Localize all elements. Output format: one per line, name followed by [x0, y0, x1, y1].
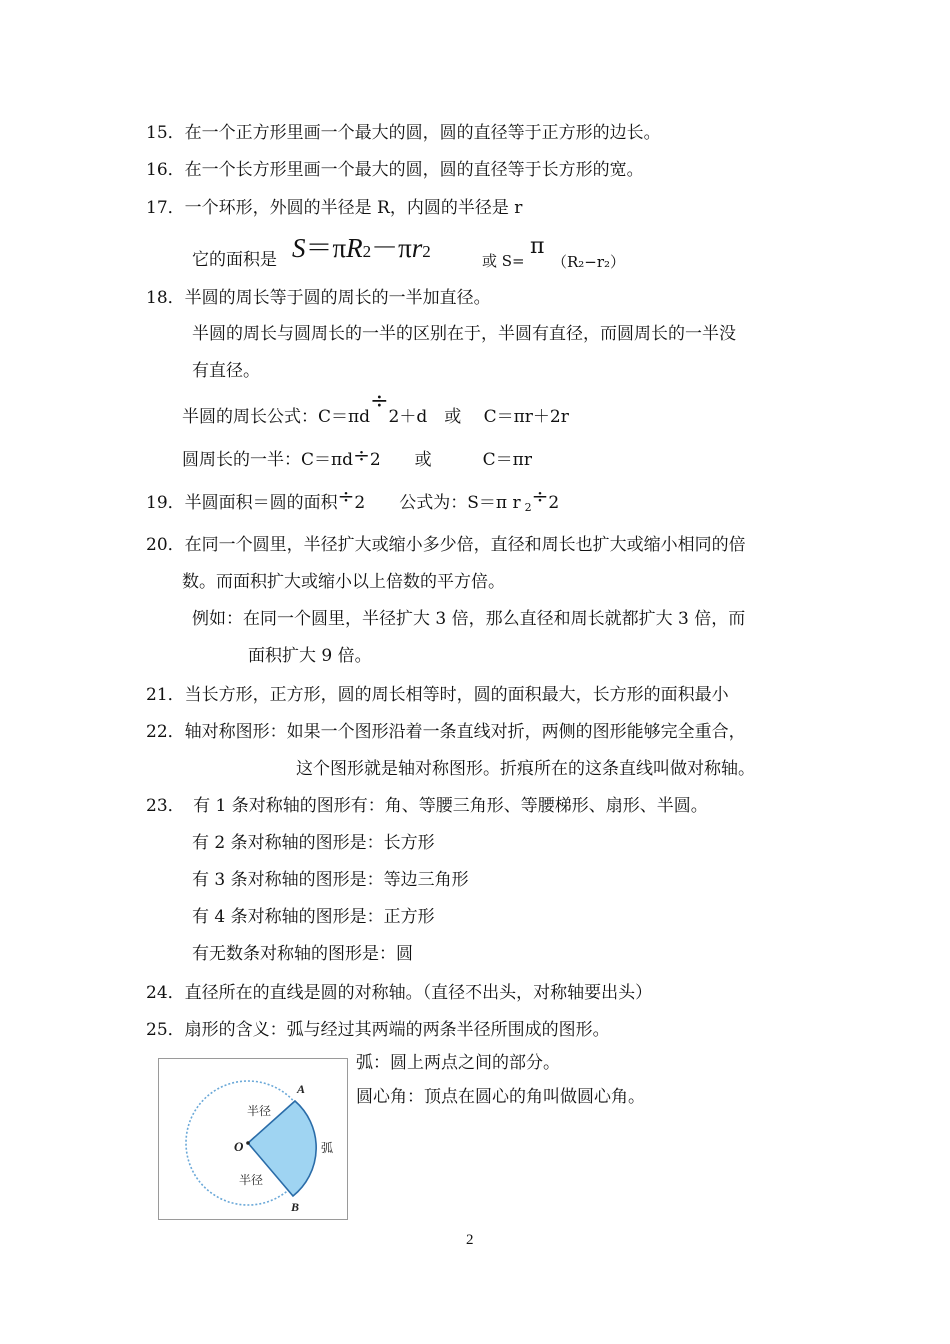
semicircle-area-mid: 2 公式为：S＝π r: [354, 493, 521, 513]
item-25-arc-def: 弧：圆上两点之间的部分。: [356, 1053, 560, 1073]
item-18-b: 有直径。: [192, 361, 260, 381]
semicircle-area-left: 19．半圆面积＝圆的面积: [146, 493, 338, 513]
formula-R-exp: 2: [362, 242, 372, 261]
semicircle-perimeter-left: 半圆的周长公式：C＝πd: [182, 407, 371, 427]
item-17-or: 或 S=: [482, 252, 525, 270]
center-point: [246, 1141, 250, 1145]
formula-R: R: [346, 233, 363, 263]
item-20-c: 例如：在同一个圆里，半径扩大 3 倍，那么直径和周长就都扩大 3 倍，而: [192, 609, 746, 629]
half-circumference-left: 圆周长的一半：C＝πd: [182, 450, 354, 470]
item-17-prefix: 它的面积是: [192, 250, 277, 270]
item-23-a: 23． 有 1 条对称轴的图形有：角、等腰三角形、等腰梯形、扇形、半圆。: [146, 796, 708, 816]
item-21: 21．当长方形，正方形，圆的周长相等时，圆的面积最大，长方形的面积最小: [146, 685, 729, 705]
label-radius-top: 半径: [247, 1104, 272, 1118]
item-20-b: 数。而面积扩大或缩小以上倍数的平方倍。: [182, 572, 505, 592]
item-23-e: 有无数条对称轴的图形是：圆: [192, 944, 413, 964]
semicircle-area-end: 2: [548, 493, 560, 513]
item-25-central-angle-def: 圆心角：顶点在圆心的角叫做圆心角。: [356, 1087, 645, 1107]
subscript-2: 2: [524, 501, 532, 514]
item-18-c: [182, 389, 569, 428]
divide-sign: ÷: [353, 443, 370, 467]
formula-S: S: [292, 233, 306, 263]
label-arc: 弧: [321, 1141, 334, 1155]
item-17-pi: π: [530, 234, 545, 259]
formula-minus-pi: －π: [371, 233, 412, 263]
item-17: 17．一个环形，外圆的半径是 R，内圆的半径是 r: [146, 198, 523, 218]
item-20-d: 面积扩大 9 倍。: [248, 646, 372, 666]
item-23-d: 有 4 条对称轴的图形是：正方形: [192, 907, 435, 927]
item-18-d: [182, 443, 532, 471]
item-22-b: 这个图形就是轴对称图形。折痕所在的这条直线叫做对称轴。: [296, 759, 755, 779]
label-B: B: [291, 1200, 300, 1214]
label-A: A: [297, 1082, 306, 1096]
page-number: 2: [466, 1232, 474, 1248]
label-radius-bottom: 半径: [239, 1173, 264, 1187]
item-17-tail: （R₂−r₂）: [552, 253, 626, 271]
item-20-a: 20．在同一个圆里，半径扩大或缩小多少倍，直径和周长也扩大或缩小相同的倍: [146, 535, 746, 555]
item-24: 24．直径所在的直线是圆的对称轴。（直径不出头，对称轴要出头）: [146, 983, 653, 1003]
formula-eq-pi: ＝π: [305, 233, 347, 263]
divide-sign: ÷: [337, 484, 355, 508]
sector-figure: [158, 1058, 348, 1220]
formula-r: r: [411, 233, 423, 263]
item-18: 18．半圆的周长等于圆的周长的一半加直径。: [146, 288, 491, 308]
formula-r-exp: 2: [422, 242, 431, 261]
item-23-c: 有 3 条对称轴的图形是：等边三角形: [192, 870, 469, 890]
item-19: [146, 484, 560, 516]
semicircle-perimeter-right: 2＋d 或 C＝πr＋2r: [388, 407, 569, 427]
label-O: O: [234, 1139, 244, 1154]
item-22-a: 22．轴对称图形：如果一个图形沿着一条直线对折，两侧的图形能够完全重合，: [146, 722, 746, 742]
item-18-a: 半圆的周长与圆周长的一半的区别在于，半圆有直径，而圆周长的一半没: [192, 324, 736, 344]
divide-sign: ÷: [370, 389, 389, 414]
item-25: 25．扇形的含义：弧与经过其两端的两条半径所围成的图形。: [146, 1020, 610, 1040]
item-16: 16．在一个长方形里画一个最大的圆，圆的直径等于长方形的宽。: [146, 160, 644, 180]
item-23-b: 有 2 条对称轴的图形是：长方形: [192, 833, 435, 853]
sector-diagram: [159, 1059, 347, 1219]
divide-sign: ÷: [531, 484, 549, 508]
half-circumference-right: 2 或 C＝πr: [369, 450, 532, 470]
item-15: 15．在一个正方形里画一个最大的圆，圆的直径等于正方形的边长。: [146, 123, 661, 143]
annulus-area-formula: [292, 226, 431, 265]
